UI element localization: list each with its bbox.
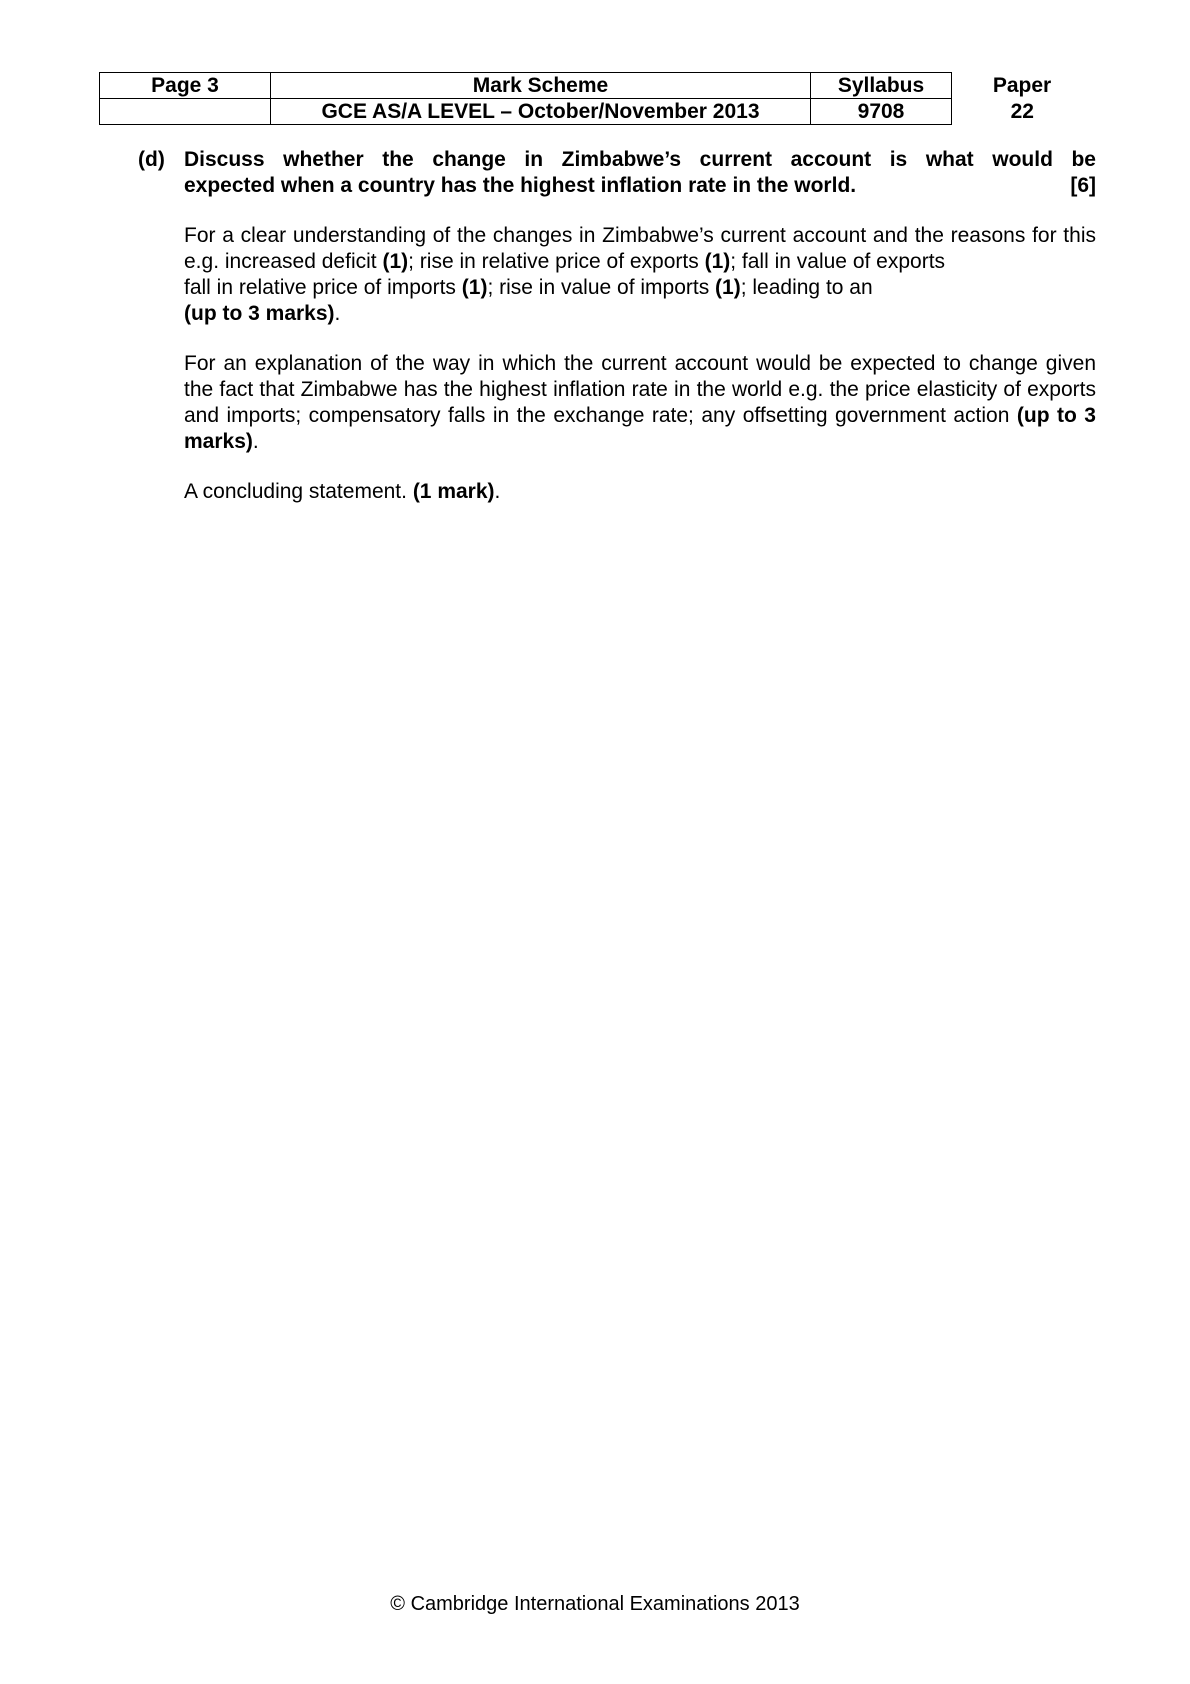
mark-scheme-content	[138, 147, 1096, 505]
text: For a clear understanding of the changes in Zimbabwe’s current account and the reasons for this e.g. increased deficit	[184, 224, 1096, 273]
question-label: (d)	[138, 148, 165, 171]
text: For an explanation of the way in which the current account would be expected to change given the fact that Zimbabwe has the highest inflation rate in the world e.g. the price elasticity of exports and imports; compensatory falls in the exchange rate; any offsetting government action	[184, 352, 1096, 427]
text: .	[334, 302, 341, 325]
header-table	[99, 72, 1093, 125]
question-text	[184, 147, 1096, 199]
question-marks: [6]	[1070, 174, 1096, 197]
question-d	[138, 147, 1096, 199]
mark: (up to 3 marks)	[184, 302, 335, 325]
syllabus-code: 9708	[811, 99, 952, 125]
text: ; fall in value of exports	[730, 250, 946, 273]
syllabus-label: Syllabus	[811, 73, 952, 99]
copyright-footer: © Cambridge International Examinations 2013	[390, 1593, 800, 1615]
mark: (1)	[461, 276, 488, 299]
question-line-2	[184, 173, 1096, 199]
question-line-1: Discuss whether the change in Zimbabwe’s current account is what would be	[184, 148, 1096, 171]
text: fall in relative price of imports	[184, 276, 462, 299]
paper-number: 22	[1010, 100, 1034, 123]
answer-paragraph-1	[184, 223, 1096, 327]
mark: (1)	[704, 250, 731, 273]
text: ; leading to an	[740, 276, 873, 299]
text: .	[494, 480, 501, 503]
mark-scheme-label: Mark Scheme	[271, 73, 811, 99]
text: .	[252, 430, 259, 453]
text: ; rise in value of imports	[487, 276, 716, 299]
text: ; rise in relative price of exports	[408, 250, 705, 273]
mark: (up to 3 marks)	[184, 404, 1096, 453]
text: A concluding statement.	[184, 480, 413, 503]
answer-paragraph-1-line-4	[184, 301, 1096, 327]
answer-paragraph-1-lines-1-2	[184, 223, 1096, 275]
mark: (1 mark)	[412, 480, 495, 503]
answer-paragraph-1-line-3	[184, 275, 1096, 301]
paper-label: Paper	[992, 74, 1052, 97]
page-number: Page 3	[100, 73, 271, 99]
question-line-2-text: expected when a country has the highest inflation rate in the world.	[184, 174, 857, 197]
exam-title: GCE AS/A LEVEL – October/November 2013	[271, 99, 811, 125]
mark: (1)	[715, 276, 741, 299]
mark: (1)	[382, 250, 409, 273]
empty-cell	[100, 99, 271, 125]
answer-paragraph-2	[184, 351, 1096, 455]
answer-paragraph-3	[184, 479, 1096, 505]
